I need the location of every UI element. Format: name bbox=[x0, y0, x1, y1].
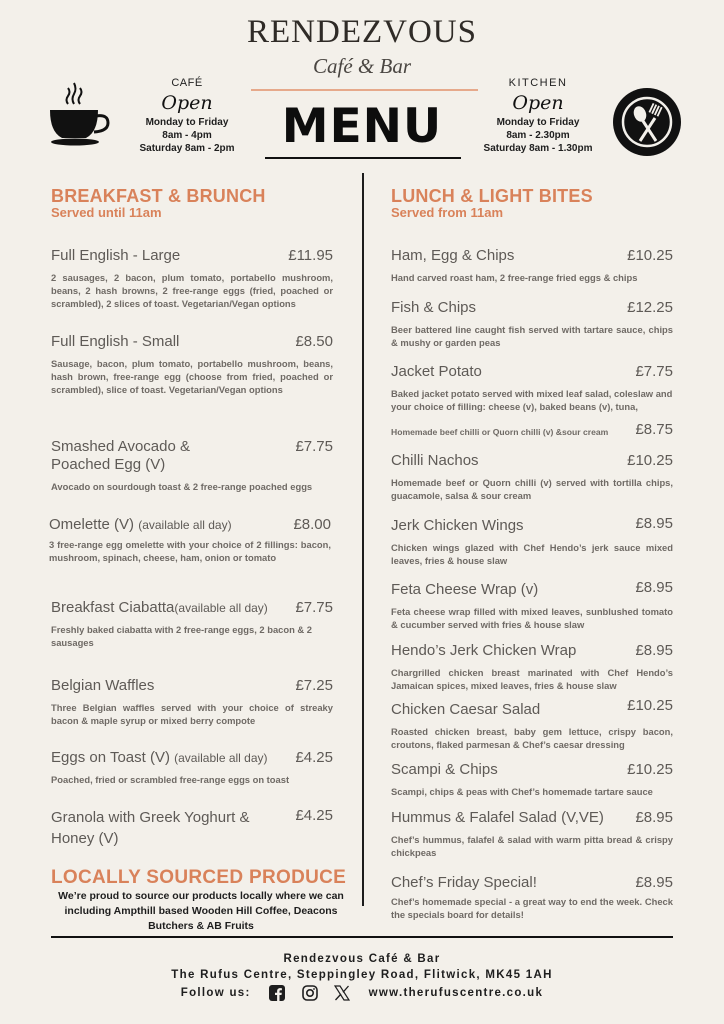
item-price: £11.95 bbox=[288, 247, 333, 264]
item-desc: Freshly baked ciabatta with 2 free-range eggs, 2 bacon & 2 sausages bbox=[51, 624, 313, 648]
footer-address: The Rufus Centre, Steppingley Road, Flitwick, MK45 1AH bbox=[171, 969, 553, 981]
item-price: £8.00 bbox=[293, 516, 331, 533]
item-desc: Beer battered line caught fish served with tartare sauce, chips & mushy or garden peas bbox=[391, 324, 673, 348]
item-name: Hummus & Falafel Salad (V,VE) bbox=[391, 809, 604, 826]
cafe-label: CAFÉ bbox=[171, 77, 203, 89]
item-note: (available all day) bbox=[174, 751, 268, 765]
follow-label: Follow us: bbox=[180, 987, 251, 1000]
item-price: £7.75 bbox=[635, 363, 673, 380]
menu-item bbox=[51, 677, 333, 727]
menu-item bbox=[391, 809, 673, 859]
item-name: Ham, Egg & Chips bbox=[391, 247, 515, 264]
item-name: Omelette (V) bbox=[49, 516, 135, 533]
item-desc: Chef’s hummus, falafel & salad with warm pitta bread & crispy chickpeas bbox=[391, 834, 673, 858]
instagram-icon[interactable] bbox=[302, 985, 318, 1001]
item-desc: Hand carved roast ham, 2 free-range fried eggs & chips bbox=[391, 272, 638, 283]
item-price: £7.75 bbox=[295, 438, 333, 455]
item-price: £7.75 bbox=[295, 599, 333, 616]
menu-item bbox=[391, 642, 673, 692]
item-desc: Homemade beef or Quorn chilli (v) served with tortilla chips, guacamole, salsa & sour cream bbox=[391, 477, 673, 501]
kitchen-weekday-hours: 8am - 2.30pm bbox=[506, 130, 570, 141]
menu-item bbox=[51, 438, 333, 493]
local-produce-title: LOCALLY SOURCED PRODUCE bbox=[51, 867, 347, 888]
cafe-hours bbox=[128, 77, 246, 155]
plate-spoon-fork-icon bbox=[612, 87, 682, 157]
item-desc: Chicken wings glazed with Chef Hendo’s jerk sauce mixed leaves, fries & house slaw bbox=[391, 542, 673, 566]
cafe-weekday-hours: 8am - 4pm bbox=[162, 130, 212, 141]
item-name: Jacket Potato bbox=[391, 363, 482, 380]
item-name: Hendo’s Jerk Chicken Wrap bbox=[391, 642, 577, 659]
item-name: Scampi & Chips bbox=[391, 761, 498, 778]
item-name: Jerk Chicken Wings bbox=[391, 517, 524, 534]
item-name: Full English - Small bbox=[51, 333, 180, 350]
menu-item bbox=[49, 516, 331, 564]
column-divider bbox=[362, 173, 364, 906]
item-name: Full English - Large bbox=[51, 247, 181, 264]
item-name: Feta Cheese Wrap (v) bbox=[391, 581, 539, 598]
item-price: £8.50 bbox=[295, 333, 333, 350]
footer-divider bbox=[51, 936, 673, 938]
item-price: £10.25 bbox=[627, 452, 673, 469]
brand-name: RENDEZVOUS bbox=[247, 14, 477, 50]
kitchen-label: KITCHEN bbox=[508, 77, 568, 89]
menu-item bbox=[51, 807, 333, 849]
item-price: £8.95 bbox=[635, 515, 673, 532]
menu-item bbox=[391, 761, 673, 798]
menu-item bbox=[391, 515, 673, 567]
item-note: (available all day) bbox=[174, 601, 268, 615]
menu-item bbox=[391, 697, 673, 751]
item-price: £12.25 bbox=[627, 299, 673, 316]
menu-item bbox=[51, 749, 333, 786]
kitchen-saturday: Saturday 8am - 1.30pm bbox=[483, 143, 593, 154]
item-price: £10.25 bbox=[627, 697, 673, 714]
kitchen-hours bbox=[476, 77, 600, 155]
item-desc: 3 free-range egg omelette with your choice of 2 fillings: bacon, mushroom, spinach, cheese, ham, onion or tomato bbox=[49, 539, 331, 563]
item-note: (available all day) bbox=[138, 518, 232, 532]
item-price: £8.95 bbox=[635, 579, 673, 596]
item-desc: Avocado on sourdough toast & 2 free-range poached eggs bbox=[51, 481, 313, 492]
item-desc: Roasted chicken breast, baby gem lettuce, crispy bacon, croutons, flaked parmesan & Chef’s caesar dressing bbox=[391, 726, 673, 750]
title-underline bbox=[265, 157, 461, 159]
item-name: Chef’s Friday Special! bbox=[391, 874, 537, 891]
item-desc: Sausage, bacon, plum tomato, portabello mushroom, beans, hash brown, free-range egg (choose from fried, poached or scrambled), slice of toast. Vegetarian/Vegan options bbox=[51, 358, 333, 395]
lunch-heading bbox=[391, 187, 593, 220]
lunch-title: LUNCH & LIGHT BITES bbox=[391, 186, 593, 206]
item-price: £10.25 bbox=[627, 761, 673, 778]
menu-item bbox=[51, 599, 333, 649]
item-desc: Feta cheese wrap filled with mixed leaves, sunblushed tomato & cucumber served with fries & house slaw bbox=[391, 606, 673, 630]
item-price: £7.25 bbox=[295, 677, 333, 694]
coffee-cup-icon bbox=[48, 80, 112, 150]
item-price: £4.25 bbox=[295, 807, 333, 824]
item-price: £8.95 bbox=[635, 809, 673, 826]
item-name: Chicken Caesar Salad bbox=[391, 701, 541, 718]
item-desc: Chargrilled chicken breast marinated with Chef Hendo’s Jamaican spices, mixed leaves, fries & house slaw bbox=[391, 667, 673, 691]
facebook-icon[interactable] bbox=[269, 985, 285, 1001]
breakfast-title: BREAKFAST & BRUNCH bbox=[51, 186, 266, 206]
item-name: Fish & Chips bbox=[391, 299, 477, 316]
item-price: £8.95 bbox=[635, 642, 673, 659]
header-divider bbox=[251, 89, 478, 91]
menu-item bbox=[391, 874, 673, 921]
brand-subtitle: Café & Bar bbox=[313, 54, 411, 78]
item-desc: Baked jacket potato served with mixed leaf salad, coleslaw and your choice of filling: cheese (v), baked beans (v), tuna, bbox=[391, 388, 673, 412]
item-name: Granola with Greek Yoghurt & Honey (V) bbox=[51, 809, 250, 847]
menu-item bbox=[51, 333, 333, 396]
item-name: Chilli Nachos bbox=[391, 452, 479, 469]
cafe-saturday: Saturday 8am - 2pm bbox=[139, 143, 235, 154]
menu-item bbox=[391, 579, 673, 631]
menu-item bbox=[391, 452, 673, 502]
item-price: £10.25 bbox=[627, 247, 673, 264]
item-desc: Scampi, chips & peas with Chef’s homemade tartare sauce bbox=[391, 786, 653, 797]
item-name: Belgian Waffles bbox=[51, 677, 155, 694]
item-desc: Poached, fried or scrambled free-range eggs on toast bbox=[51, 774, 290, 785]
breakfast-subtitle: Served until 11am bbox=[51, 205, 162, 220]
menu-item bbox=[391, 299, 673, 349]
item-desc: 2 sausages, 2 bacon, plum tomato, portabello mushroom, beans, 2 hash browns, 2 free-range eggs (fried, poached or scrambled), 2 slices of toast. Vegetarian/Vegan options bbox=[51, 272, 333, 309]
lunch-subtitle: Served from 11am bbox=[391, 205, 504, 220]
item-price: £8.95 bbox=[635, 874, 673, 891]
website-link[interactable]: www.therufuscentre.co.uk bbox=[368, 987, 544, 1000]
item-extra-desc: Homemade beef chilli or Quorn chilli (v) &sour cream bbox=[391, 427, 609, 437]
cafe-weekday: Monday to Friday bbox=[145, 117, 229, 128]
item-price: £4.25 bbox=[295, 749, 333, 766]
item-desc: Three Belgian waffles served with your choice of streaky bacon & maple syrup or mixed berry compote bbox=[51, 702, 333, 726]
kitchen-weekday: Monday to Friday bbox=[496, 117, 580, 128]
menu-item bbox=[51, 247, 333, 310]
menu-item bbox=[391, 363, 673, 439]
local-produce-text: We’re proud to source our products locally where we can including Ampthill based Wooden Hill Coffee, Deacons Butchers & AB Fruits bbox=[58, 890, 344, 932]
item-extra-price: £8.75 bbox=[635, 421, 673, 438]
item-desc: Chef’s homemade special - a great way to end the week. Check the specials board for details! bbox=[391, 896, 673, 920]
menu-item bbox=[391, 247, 673, 284]
footer-follow-row bbox=[0, 985, 724, 1001]
breakfast-heading bbox=[51, 187, 266, 220]
footer-name: Rendezvous Café & Bar bbox=[283, 953, 441, 965]
x-icon[interactable] bbox=[334, 985, 350, 1001]
page-title: MENU bbox=[281, 99, 443, 154]
kitchen-open: Open bbox=[512, 92, 564, 114]
item-name: Smashed Avocado & Poached Egg (V) bbox=[51, 438, 190, 473]
item-name: Breakfast Ciabatta bbox=[51, 599, 175, 616]
item-name: Eggs on Toast (V) bbox=[51, 749, 170, 766]
cafe-open: Open bbox=[161, 92, 213, 114]
